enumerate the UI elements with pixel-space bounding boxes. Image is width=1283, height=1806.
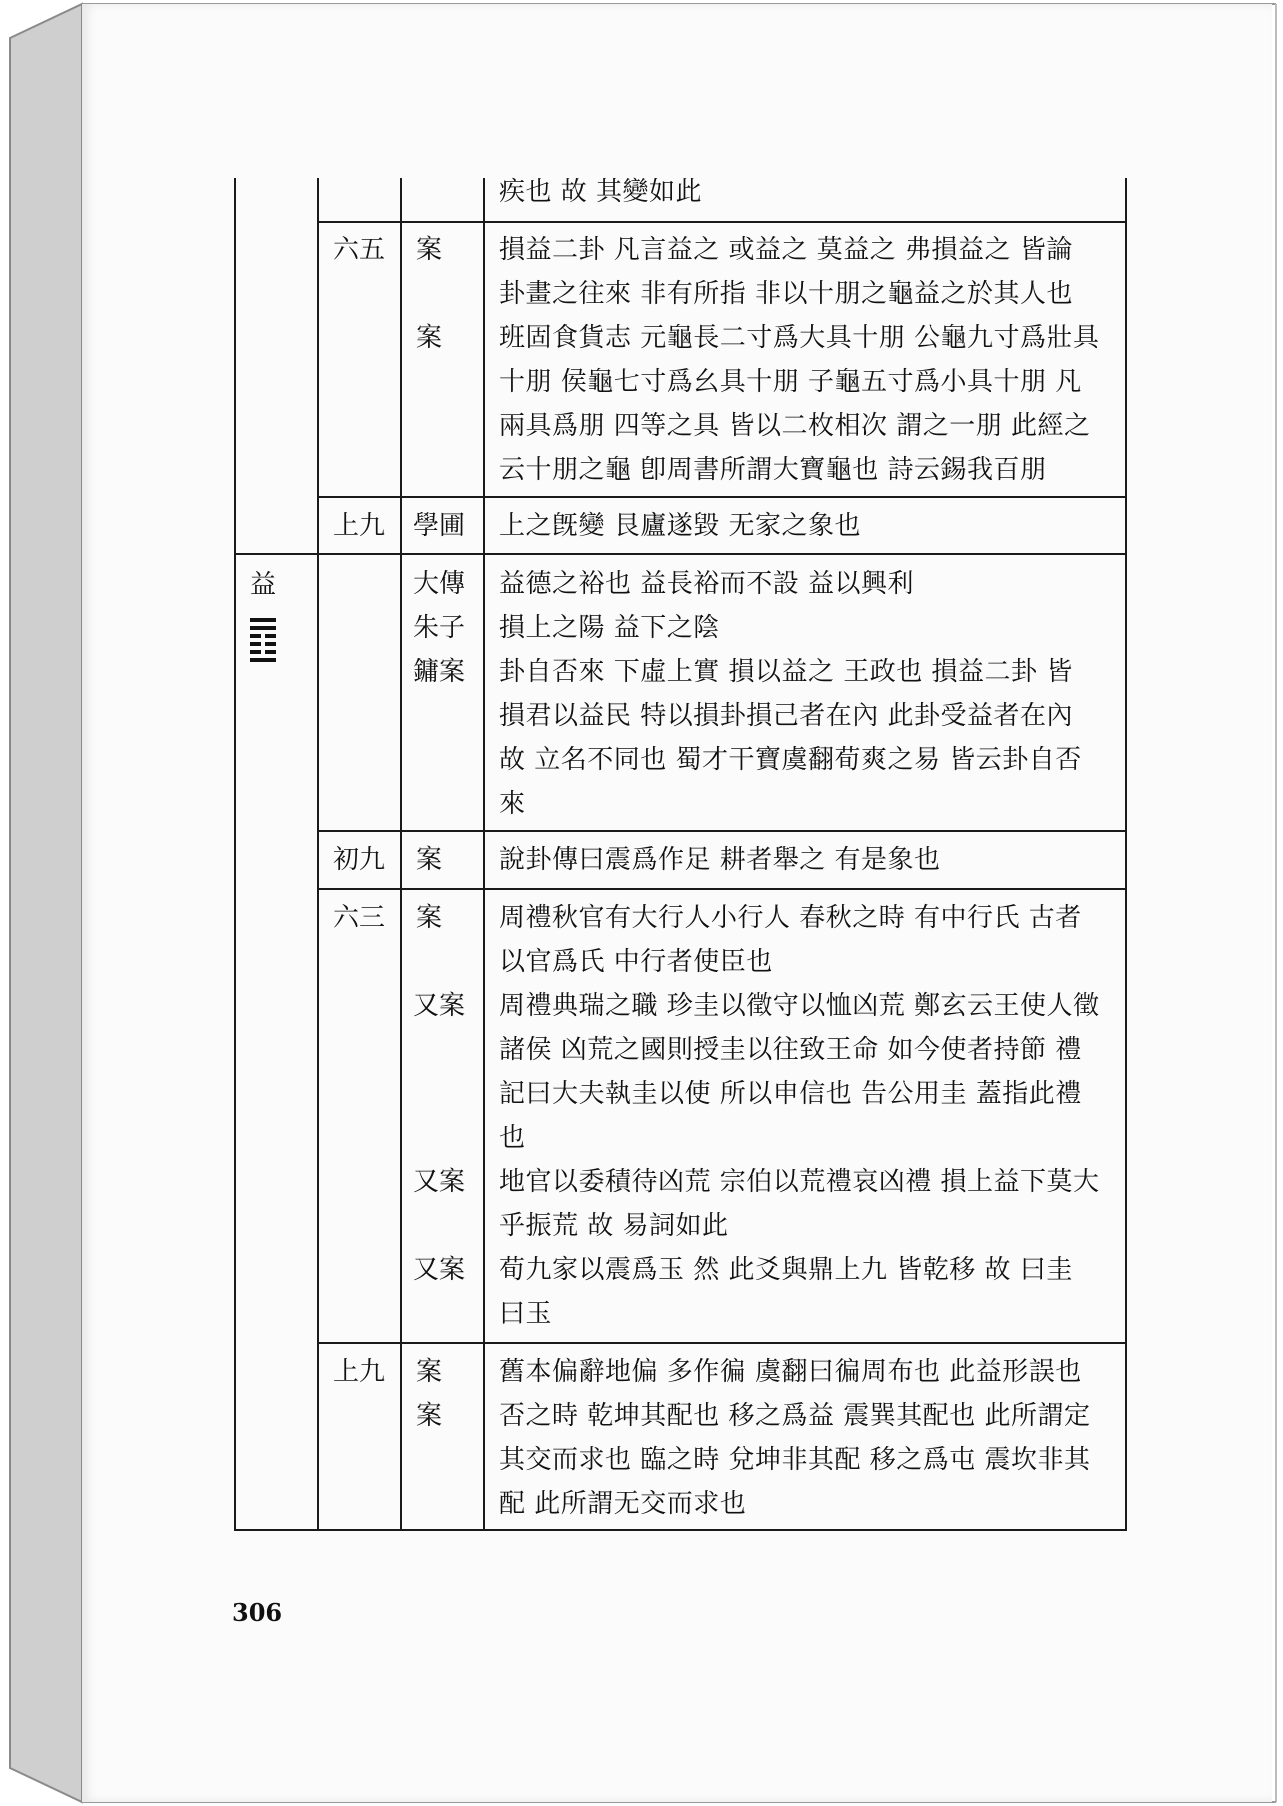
table-rule-hexagram — [317, 178, 319, 1531]
commentary-line: 云十朋之龜 卽周書所謂大寶龜也 詩云錫我百朋 — [499, 455, 1047, 485]
line-position: 上九 — [333, 1357, 386, 1387]
table-rule-row — [234, 553, 1127, 555]
commentary-line: 諸侯 凶荒之國則授圭以往致王命 如今使者持節 禮 — [499, 1035, 1082, 1065]
commentary-line: 卦自否來 下虛上實 損以益之 王政也 損益二卦 皆 — [499, 657, 1073, 687]
commentary-line: 也 — [499, 1123, 526, 1153]
table-rule-bottom — [234, 1529, 1127, 1531]
table-rule-line — [400, 178, 402, 1531]
annotation-label: 又案 — [413, 991, 466, 1021]
table-rule-left — [234, 553, 236, 1531]
commentary-line: 記曰大夫執圭以使 所以申信也 告公用圭 蓋指此禮 — [499, 1079, 1082, 1109]
page-number: 306 — [232, 1598, 283, 1627]
table-rule-row — [317, 830, 1127, 832]
table-rule-row — [317, 221, 1127, 223]
annotation-label: 案 — [416, 235, 443, 265]
commentary-line: 說卦傳曰震爲作足 耕者舉之 有是象也 — [499, 845, 941, 875]
commentary-line: 乎振荒 故 易詞如此 — [499, 1211, 729, 1241]
annotation-label: 又案 — [413, 1167, 466, 1197]
commentary-line: 舊本偏辭地偏 多作徧 虞翻曰徧周布也 此益形誤也 — [499, 1357, 1082, 1387]
commentary-line: 其交而求也 臨之時 兌坤非其配 移之爲屯 震坎非其 — [499, 1445, 1091, 1475]
table-rule-outer-top — [234, 178, 236, 553]
annotation-label: 案 — [416, 903, 443, 933]
commentary-line: 否之時 乾坤其配也 移之爲益 震巽其配也 此所謂定 — [499, 1401, 1091, 1431]
commentary-line: 損益二卦 凡言益之 或益之 莫益之 弗損益之 皆論 — [499, 235, 1073, 265]
annotation-label: 案 — [416, 845, 443, 875]
commentary-line: 來 — [499, 789, 526, 819]
commentary-line: 損上之陽 益下之陰 — [499, 613, 720, 643]
commentary-line: 卦畫之往來 非有所指 非以十朋之龜益之於其人也 — [499, 279, 1074, 309]
annotation-label: 又案 — [413, 1255, 466, 1285]
commentary-line: 周禮典瑞之職 珍圭以徵守以恤凶荒 鄭玄云王使人徵 — [499, 991, 1100, 1021]
annotation-label: 朱子 — [413, 613, 466, 643]
commentary-line: 周禮秋官有大行人小行人 春秋之時 有中行氏 古者 — [499, 903, 1082, 933]
commentary-line: 班固食貨志 元龜長二寸爲大具十朋 公龜九寸爲壯具 — [499, 323, 1100, 353]
commentary-line: 荀九家以震爲玉 然 此爻與鼎上九 皆乾移 故 曰圭 — [499, 1255, 1073, 1285]
commentary-line: 以官爲氏 中行者使臣也 — [499, 947, 773, 977]
table-rule-label — [483, 178, 485, 1531]
commentary-line: 配 此所謂无交而求也 — [499, 1489, 747, 1519]
line-position: 六五 — [333, 235, 386, 265]
commentary-line: 故 立名不同也 蜀才干寶虞翻荀爽之易 皆云卦自否 — [499, 745, 1082, 775]
commentary-line: 益德之裕也 益長裕而不設 益以興利 — [499, 569, 915, 599]
annotation-label: 鏞案 — [413, 657, 466, 687]
line-position: 上九 — [333, 511, 386, 541]
table-rule-row — [317, 888, 1127, 890]
hexagram-yi-icon — [250, 618, 276, 664]
commentary-line: 疾也 故 其變如此 — [499, 177, 703, 207]
commentary-table — [234, 178, 1127, 1531]
annotation-label: 案 — [416, 1357, 443, 1387]
line-position: 初九 — [333, 845, 386, 875]
table-rule-row — [317, 496, 1127, 498]
table-rule-right — [1125, 178, 1127, 1531]
annotation-label: 案 — [416, 323, 443, 353]
commentary-line: 十朋 侯龜七寸爲幺具十朋 子龜五寸爲小具十朋 凡 — [499, 367, 1082, 397]
table-rule-row — [317, 1342, 1127, 1344]
commentary-line: 地官以委積待凶荒 宗伯以荒禮哀凶禮 損上益下莫大 — [499, 1167, 1100, 1197]
line-position: 六三 — [333, 903, 386, 933]
hexagram-name: 益 — [250, 570, 277, 600]
commentary-line: 曰玉 — [499, 1299, 553, 1329]
annotation-label: 大傳 — [413, 569, 466, 599]
commentary-line: 上之旣變 艮廬遂毀 无家之象也 — [499, 511, 862, 541]
commentary-line: 損君以益民 特以損卦損己者在內 此卦受益者在內 — [499, 701, 1074, 731]
commentary-line: 兩具爲朋 四等之具 皆以二枚相次 謂之一朋 此經之 — [499, 411, 1091, 441]
annotation-label: 案 — [416, 1401, 443, 1431]
annotation-label: 學圃 — [413, 511, 466, 541]
